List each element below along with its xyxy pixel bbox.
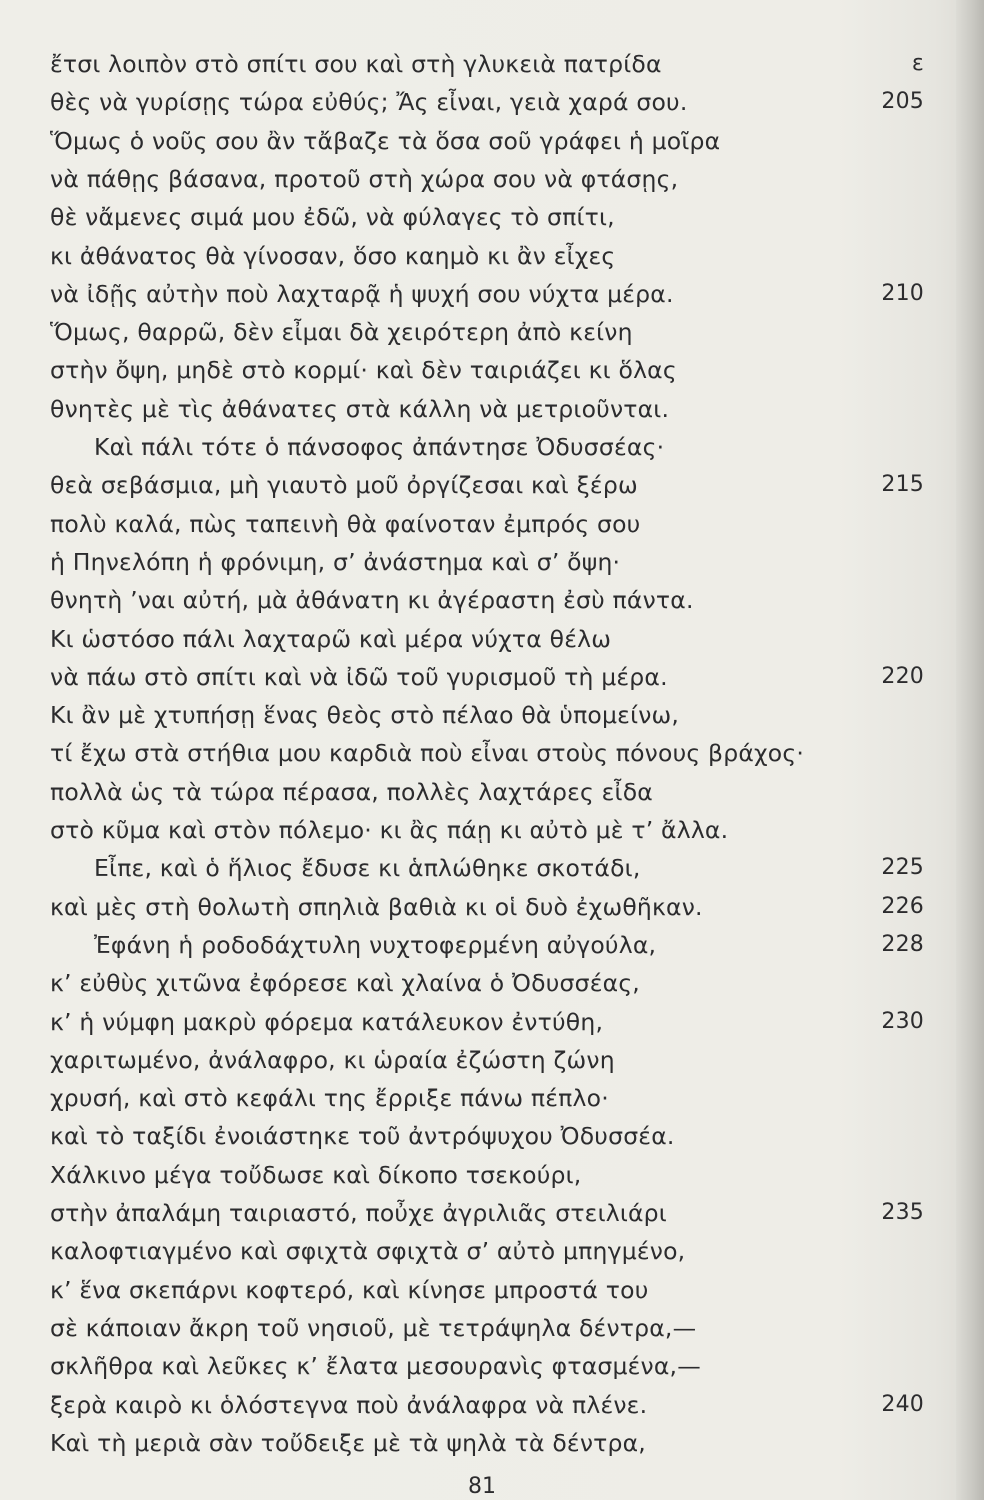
- verse-line: [50, 580, 930, 620]
- verse-text: θὲς νὰ γυρίσῃς τώρα εὐθύς; Ἄς εἶναι, γειὰ χαρά σου.: [50, 88, 688, 117]
- verse-text: νὰ ἰδῇς αὐτὴν ποὺ λαχταρᾷ ἡ ψυχή σου νύχτα μέρα.: [50, 279, 674, 308]
- verse-text: Κι ἂν μὲ χτυπήσῃ ἕνας θεὸς στὸ πέλαο θὰ ὑπομείνω,: [50, 701, 680, 730]
- verse-line: [50, 159, 930, 199]
- verse-line: [50, 1308, 930, 1348]
- verse-line: [50, 1423, 930, 1463]
- verse-text: σκλῆθρα καὶ λεῦκες κ’ ἔλατα μεσουρανὶς φτασμένα,—: [50, 1352, 701, 1381]
- verse-text: θνητὴ ’ναι αὐτή, μὰ ἀθάνατη κι ἀγέραστη ἐσὺ πάντα.: [50, 586, 694, 615]
- verse-text: καὶ μὲς στὴ θολωτὴ σπηλιὰ βαθιὰ κι οἱ δυὸ ἐχωθῆκαν.: [50, 892, 703, 921]
- verse-line: [50, 1231, 930, 1271]
- line-number: 210: [881, 280, 924, 306]
- verse-line: [50, 772, 930, 812]
- verse-line: [50, 427, 930, 467]
- verse-line: [50, 1270, 930, 1310]
- verse-text: Καὶ τὴ μεριὰ σὰν τοὔδειξε μὲ τὰ ψηλὰ τὰ δέντρα,: [50, 1428, 646, 1457]
- verse-text: θὲ νἄμενες σιμά μου ἐδῶ, νὰ φύλαγες τὸ σπίτι,: [50, 203, 615, 232]
- verse-text: νὰ πάθῃς βάσανα, προτοῦ στὴ χώρα σου νὰ φτάσῃς,: [50, 164, 679, 193]
- verse-text: καὶ τὸ ταξίδι ἐνοιάστηκε τοῦ ἀντρόψυχου Ὀδυσσέα.: [50, 1122, 675, 1151]
- line-number: 205: [881, 89, 924, 115]
- verse-text: Ὅμως ὁ νοῦς σου ἂν τἄβαζε τὰ ὅσα σοῦ γράφει ἡ μοῖρα: [50, 126, 721, 155]
- verse-line: [50, 389, 930, 429]
- line-number: 226: [881, 893, 924, 919]
- verse-text: ἡ Πηνελόπη ἡ φρόνιμη, σ’ ἀνάστημα καὶ σ’ ὄψη·: [50, 547, 621, 576]
- verse-line: [50, 657, 930, 697]
- page-number: 81: [468, 1474, 496, 1499]
- verse-line: [50, 1040, 930, 1080]
- line-number: 235: [881, 1200, 924, 1225]
- verse-text: Κι ὡστόσο πάλι λαχταρῶ καὶ μέρα νύχτα θέλω: [50, 624, 612, 653]
- verse-line: [50, 44, 930, 84]
- line-number: 225: [881, 855, 924, 881]
- verse-line: [50, 236, 930, 276]
- verse-line: [50, 1116, 930, 1156]
- verse-text: πολλὰ ὡς τὰ τώρα πέρασα, πολλὲς λαχτάρες εἶδα: [50, 777, 653, 806]
- verse-line: [50, 82, 930, 122]
- verse-line: [50, 1078, 930, 1118]
- verse-line: [50, 887, 930, 927]
- line-number: 215: [881, 472, 924, 498]
- verse-line: [50, 848, 930, 888]
- line-number: 240: [881, 1391, 924, 1417]
- line-number: 230: [881, 1008, 924, 1034]
- verse-text: νὰ πάω στὸ σπίτι καὶ νὰ ἰδῶ τοῦ γυρισμοῦ τὴ μέρα.: [50, 662, 668, 691]
- verse-line: [50, 465, 930, 505]
- verse-line: [50, 542, 930, 582]
- verse-line: [50, 504, 930, 544]
- verse-text: στὴν ἀπαλάμη ταιριαστό, ποὖχε ἀγριλιᾶς στειλιάρι: [50, 1199, 667, 1227]
- verse-line: [50, 963, 930, 1003]
- verse-text: κι ἀθάνατος θὰ γίνοσαν, ὅσο καημὸ κι ἂν εἶχες: [50, 241, 616, 270]
- page-edge: [956, 0, 984, 1500]
- verse-text: θεὰ σεβάσμια, μὴ γιαυτὸ μοῦ ὀργίζεσαι καὶ ξέρω: [50, 471, 638, 500]
- verse-text: θνητὲς μὲ τὶς ἀθάνατες στὰ κάλλη νὰ μετριοῦνται.: [50, 394, 670, 423]
- line-number: 228: [881, 931, 924, 957]
- verse-text: τί ἔχω στὰ στήθια μου καρδιὰ ποὺ εἶναι στοὺς πόνους βράχος·: [50, 739, 805, 768]
- verse-text: στὴν ὄψη, μηδὲ στὸ κορμί· καὶ δὲν ταιριάζει κι ὅλας: [50, 356, 677, 385]
- verse-text: σὲ κάποιαν ἄκρη τοῦ νησιοῦ, μὲ τετράψηλα δέντρα,—: [50, 1313, 697, 1342]
- verse-text: Χάλκινο μέγα τοὔδωσε καὶ δίκοπο τσεκούρι,: [50, 1160, 582, 1189]
- verse-line: [50, 1002, 930, 1042]
- verse-text: κ’ ἡ νύμφη μακρὺ φόρεμα κατάλευκον ἐντύθη,: [50, 1007, 604, 1036]
- line-number: 220: [881, 663, 924, 689]
- verse-line: [50, 733, 930, 773]
- verse-line: [50, 312, 930, 352]
- verse-line: [50, 1385, 930, 1425]
- verse-text: Ἐφάνη ἡ ροδοδάχτυλη νυχτοφερμένη αὐγούλα,: [94, 930, 657, 959]
- line-number: ε: [911, 51, 924, 76]
- verse-line: [50, 810, 930, 850]
- verse-text: πολὺ καλά, πὼς ταπεινὴ θὰ φαίνοταν ἐμπρός σου: [50, 509, 641, 538]
- verse-line: [50, 1193, 930, 1233]
- verse-text: Ὅμως, θαρρῶ, δὲν εἶμαι δὰ χειρότερη ἀπὸ κείνη: [50, 318, 633, 347]
- verse-text: χαριτωμένο, ἀνάλαφρο, κι ὡραία ἐζώστη ζώνη: [50, 1045, 615, 1074]
- verse-text: στὸ κῦμα καὶ στὸν πόλεμο· κι ἂς πάῃ κι αὐτὸ μὲ τ’ ἄλλα.: [50, 816, 729, 844]
- verse-line: [50, 121, 930, 161]
- verse-line: [50, 197, 930, 237]
- verse-text: καλοφτιαγμένο καὶ σφιχτὰ σφιχτὰ σ’ αὐτὸ μπηγμένο,: [50, 1237, 686, 1266]
- verse-line: [50, 1155, 930, 1195]
- verse-text: Καὶ πάλι τότε ὁ πάνσοφος ἀπάντησε Ὀδυσσέας·: [94, 433, 665, 461]
- verse-text: κ’ ἕνα σκεπάρνι κοφτερό, καὶ κίνησε μπροστά του: [50, 1275, 649, 1304]
- verse-line: [50, 350, 930, 390]
- verse-text: ξερὰ καιρὸ κι ὁλόστεγνα ποὺ ἀνάλαφρα νὰ πλένε.: [50, 1390, 648, 1419]
- verse-text: Εἶπε, καὶ ὁ ἥλιος ἔδυσε κι ἁπλώθηκε σκοτάδι,: [94, 854, 641, 883]
- verse-line: [50, 925, 930, 965]
- verse-text: κ’ εὐθὺς χιτῶνα ἐφόρεσε καὶ χλαίνα ὁ Ὀδυσσέας,: [50, 969, 640, 998]
- verse-line: [50, 619, 930, 659]
- verse-line: [50, 1346, 930, 1386]
- verse-text: ἔτσι λοιπὸν στὸ σπίτι σου καὶ στὴ γλυκειὰ πατρίδα: [50, 50, 662, 78]
- verse-text: χρυσή, καὶ στὸ κεφάλι της ἔρριξε πάνω πέπλο·: [50, 1084, 609, 1113]
- verse-line: [50, 274, 930, 314]
- verse-line: [50, 695, 930, 735]
